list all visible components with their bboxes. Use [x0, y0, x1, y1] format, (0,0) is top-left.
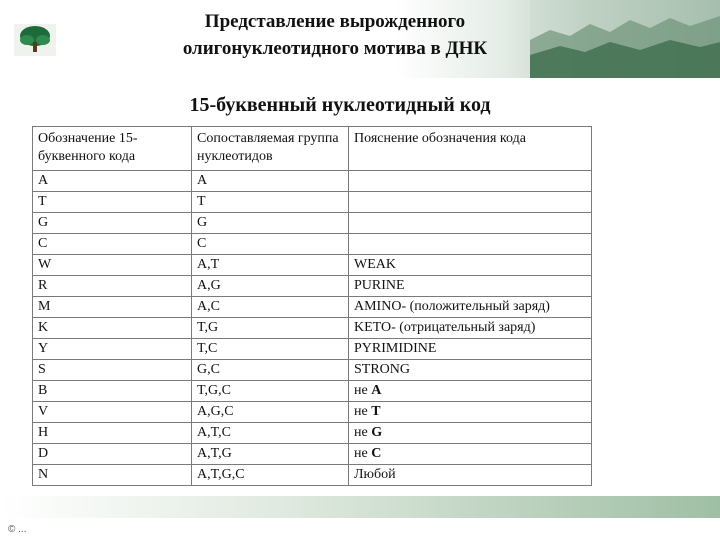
cell-group: T,G	[192, 318, 349, 339]
cell-code: T	[33, 192, 192, 213]
cell-code: M	[33, 297, 192, 318]
cell-note	[349, 213, 592, 234]
cell-group: C	[192, 234, 349, 255]
cell-code: K	[33, 318, 192, 339]
table-row	[33, 339, 592, 360]
cell-note	[349, 171, 592, 192]
cell-group: A,T	[192, 255, 349, 276]
cell-code: Y	[33, 339, 192, 360]
cell-note: PYRIMIDINE	[349, 339, 592, 360]
table-row	[33, 381, 592, 402]
cell-group: T	[192, 192, 349, 213]
table-row	[33, 276, 592, 297]
cell-code: A	[33, 171, 192, 192]
cell-group: A,G,C	[192, 402, 349, 423]
cell-note: KETO- (отрицательный заряд)	[349, 318, 592, 339]
cell-note: PURINE	[349, 276, 592, 297]
table-row	[33, 423, 592, 444]
cell-group: A,T,G	[192, 444, 349, 465]
cell-group: A,C	[192, 297, 349, 318]
note-nucleotide: A	[371, 383, 382, 398]
header-note: Пояснение обозначения кода	[349, 127, 592, 171]
cell-code: W	[33, 255, 192, 276]
cell-group: G	[192, 213, 349, 234]
cell-group: A,G	[192, 276, 349, 297]
table-row	[33, 213, 592, 234]
table-row	[33, 318, 592, 339]
cell-code: S	[33, 360, 192, 381]
cell-code: R	[33, 276, 192, 297]
tree-logo-icon	[14, 22, 56, 56]
cell-group: G,C	[192, 360, 349, 381]
note-prefix: не	[354, 425, 372, 440]
table-row	[33, 171, 592, 192]
title-line-1: Представление вырожденного	[204, 11, 466, 32]
cell-group: T,G,C	[192, 381, 349, 402]
note-nucleotide: G	[371, 425, 383, 440]
cell-group: T,C	[192, 339, 349, 360]
cell-code: V	[33, 402, 192, 423]
table-header-row	[33, 127, 592, 171]
cell-note	[349, 444, 592, 465]
cell-note: STRONG	[349, 360, 592, 381]
header-code: Обозначение 15-буквенного кода	[33, 127, 192, 171]
header-group: Сопоставляемая группа нуклеотидов	[192, 127, 349, 171]
page-title	[100, 8, 570, 62]
table-row	[33, 192, 592, 213]
cell-note: Любой	[349, 465, 592, 486]
note-nucleotide: C	[371, 446, 382, 461]
note-prefix: не	[354, 446, 372, 461]
cell-note	[349, 234, 592, 255]
note-prefix: не	[354, 383, 372, 398]
table-row	[33, 402, 592, 423]
table-row	[33, 465, 592, 486]
table-row	[33, 297, 592, 318]
cell-note	[349, 423, 592, 444]
cell-code: B	[33, 381, 192, 402]
cell-code: N	[33, 465, 192, 486]
nucleotide-code-table	[32, 126, 592, 486]
cell-code: C	[33, 234, 192, 255]
table-row	[33, 234, 592, 255]
cell-group: A	[192, 171, 349, 192]
cell-group: A,T,G,C	[192, 465, 349, 486]
cell-note: AMINO- (положительный заряд)	[349, 297, 592, 318]
cell-code: H	[33, 423, 192, 444]
cell-group: A,T,C	[192, 423, 349, 444]
note-prefix: не	[354, 404, 372, 419]
cell-note: WEAK	[349, 255, 592, 276]
cell-note	[349, 402, 592, 423]
cell-note	[349, 192, 592, 213]
cell-code: D	[33, 444, 192, 465]
footer-text: © ...	[8, 524, 27, 535]
table-row	[33, 360, 592, 381]
table-row	[33, 444, 592, 465]
footer-band	[0, 496, 720, 518]
table-subtitle: 15-буквенный нуклеотидный код	[189, 94, 491, 116]
table-row	[33, 255, 592, 276]
note-nucleotide: T	[371, 404, 381, 419]
title-line-2: олигонуклеотидного мотива в ДНК	[182, 38, 488, 59]
cell-code: G	[33, 213, 192, 234]
cell-note	[349, 381, 592, 402]
